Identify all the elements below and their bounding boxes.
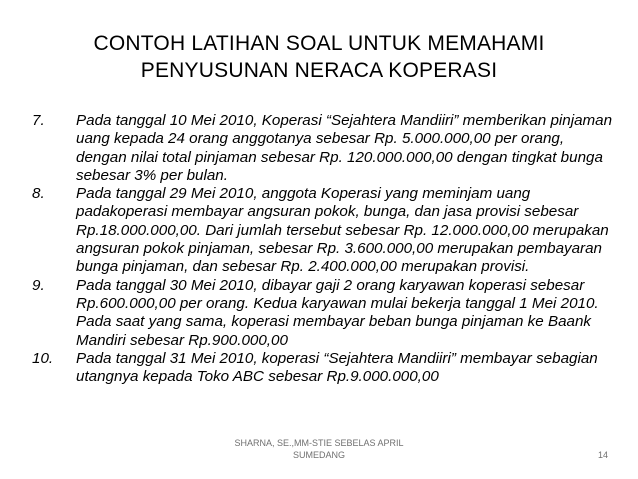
list-item bbox=[32, 350, 616, 387]
slide-title-line-1: CONTOH LATIHAN SOAL UNTUK MEMAHAMI bbox=[93, 32, 545, 55]
item-number: 7. bbox=[32, 112, 45, 129]
footer-line-2: SUMEDANG bbox=[292, 450, 345, 460]
exercise-list bbox=[32, 112, 616, 386]
item-text: Pada tanggal 10 Mei 2010, Koperasi “Sejahtera Mandiiri” memberikan pinjaman uang kepada 24 orang anggotanya sebesar Rp. 5.000.000,00 per orang, dengan nilai total pinjaman sebesar Rp. 120.000.000,00 dengan tingkat bunga sebesar 3% per bulan. bbox=[76, 112, 613, 184]
page-number: 14 bbox=[597, 450, 608, 460]
item-text: Pada tanggal 29 Mei 2010, anggota Koperasi yang meminjam uang padakoperasi membayar angsuran pokok, bunga, dan jasa provisi sebesar Rp.18.000.000,00. Dari jumlah tersebut sebesar Rp. 12.000.000,00 merupakan angsuran pokok pinjaman, sebesar Rp. 3.600.000,00 merupakan pembayaran bunga pinjaman, dan sebesar Rp. 2.400.000,00 merupakan provisi. bbox=[76, 185, 609, 276]
item-text: Pada tanggal 31 Mei 2010, koperasi “Sejahtera Mandiiri” membayar sebagian utangnya kepada Toko ABC sebesar Rp.9.000.000,00 bbox=[76, 349, 598, 386]
item-number: 8. bbox=[32, 185, 45, 203]
slide-title bbox=[0, 30, 638, 84]
list-item bbox=[32, 277, 616, 350]
footer-author bbox=[214, 437, 424, 461]
item-text: Pada tanggal 30 Mei 2010, dibayar gaji 2 orang karyawan koperasi sebesar Rp.600.000,00 per orang. Kedua karyawan mulai bekerja tanggal 1 Mei 2010. Pada saat yang sama, koperasi membayar beban bunga pinjaman ke Baank Mandiri sebesar Rp.900.000,00 bbox=[76, 276, 599, 349]
item-number: 9. bbox=[32, 276, 45, 294]
list-item bbox=[32, 185, 616, 276]
item-number: 10. bbox=[32, 349, 54, 367]
footer-line-1: SHARNA, SE.,MM-STIE SEBELAS APRIL bbox=[234, 438, 404, 448]
slide-title-line-2: PENYUSUNAN NERACA KOPERASI bbox=[140, 59, 498, 82]
list-item bbox=[32, 112, 616, 185]
